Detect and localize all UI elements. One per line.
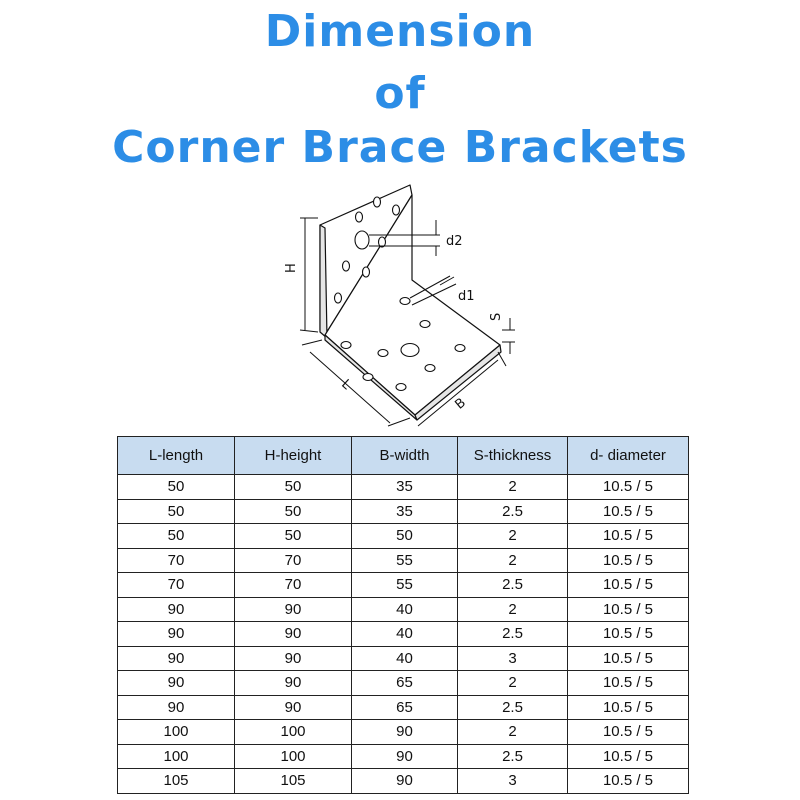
table-cell: 65: [352, 695, 458, 720]
table-row: [118, 744, 689, 769]
table-cell: 10.5 / 5: [568, 769, 689, 794]
table-cell: 2.5: [458, 573, 568, 598]
label-b: B: [452, 395, 469, 413]
dimension-table: [117, 436, 689, 794]
table-cell: 50: [118, 524, 235, 549]
table-row: [118, 646, 689, 671]
table-body: [118, 475, 689, 794]
table-cell: 2: [458, 597, 568, 622]
table-cell: 3: [458, 646, 568, 671]
table-cell: 70: [118, 548, 235, 573]
table-cell: 90: [235, 671, 352, 696]
table-cell: 2.5: [458, 622, 568, 647]
header-s-thickness: S-thickness: [458, 437, 568, 475]
label-h: H: [284, 263, 299, 273]
table-cell: 2.5: [458, 695, 568, 720]
label-d1: d1: [458, 289, 475, 304]
header-h-height: H-height: [235, 437, 352, 475]
table-cell: 90: [352, 720, 458, 745]
table-row: [118, 720, 689, 745]
table-cell: 2: [458, 524, 568, 549]
table-cell: 90: [118, 695, 235, 720]
label-d2: d2: [446, 234, 463, 249]
table-cell: 10.5 / 5: [568, 573, 689, 598]
table-cell: 90: [118, 622, 235, 647]
table-cell: 100: [118, 720, 235, 745]
table-row: [118, 573, 689, 598]
title-line-1: Dimension: [264, 6, 536, 57]
table-cell: 90: [118, 646, 235, 671]
table-cell: 100: [235, 744, 352, 769]
title-line-3: Corner Brace Brackets: [112, 122, 688, 173]
header-d-diameter: d- diameter: [568, 437, 689, 475]
table-cell: 90: [235, 597, 352, 622]
table-cell: 10.5 / 5: [568, 499, 689, 524]
table-cell: 10.5 / 5: [568, 622, 689, 647]
table-cell: 105: [118, 769, 235, 794]
table-cell: 10.5 / 5: [568, 597, 689, 622]
table-cell: 10.5 / 5: [568, 475, 689, 500]
table-cell: 50: [235, 499, 352, 524]
table-cell: 10.5 / 5: [568, 524, 689, 549]
table-row: [118, 597, 689, 622]
table-cell: 3: [458, 769, 568, 794]
table-cell: 50: [118, 499, 235, 524]
table-row: [118, 695, 689, 720]
header-row: [118, 437, 689, 475]
table-cell: 10.5 / 5: [568, 695, 689, 720]
table-cell: 2.5: [458, 744, 568, 769]
table-cell: 105: [235, 769, 352, 794]
table-cell: 35: [352, 499, 458, 524]
bracket-diagram: [270, 180, 540, 430]
table-row: [118, 499, 689, 524]
table-cell: 10.5 / 5: [568, 671, 689, 696]
table-header: [118, 437, 689, 475]
table-cell: 2: [458, 671, 568, 696]
label-s: S: [489, 312, 504, 321]
table-cell: 65: [352, 671, 458, 696]
table-cell: 10.5 / 5: [568, 646, 689, 671]
table-cell: 40: [352, 597, 458, 622]
table-cell: 55: [352, 548, 458, 573]
table-row: [118, 622, 689, 647]
label-l: L: [338, 376, 354, 393]
table-cell: 10.5 / 5: [568, 548, 689, 573]
table-row: [118, 671, 689, 696]
table-cell: 90: [118, 671, 235, 696]
table-cell: 70: [118, 573, 235, 598]
table-cell: 90: [352, 769, 458, 794]
table-cell: 40: [352, 622, 458, 647]
table-cell: 50: [118, 475, 235, 500]
table-cell: 10.5 / 5: [568, 720, 689, 745]
table-cell: 50: [235, 524, 352, 549]
table-row: [118, 548, 689, 573]
table-cell: 90: [352, 744, 458, 769]
table-cell: 50: [235, 475, 352, 500]
table-cell: 10.5 / 5: [568, 744, 689, 769]
table-cell: 70: [235, 573, 352, 598]
table-cell: 90: [235, 646, 352, 671]
header-b-width: B-width: [352, 437, 458, 475]
table-row: [118, 475, 689, 500]
table-cell: 50: [352, 524, 458, 549]
table-row: [118, 769, 689, 794]
table-cell: 40: [352, 646, 458, 671]
header-l-length: L-length: [118, 437, 235, 475]
table-cell: 100: [118, 744, 235, 769]
table-cell: 55: [352, 573, 458, 598]
table-cell: 2: [458, 720, 568, 745]
bracket-drawing: [270, 180, 540, 430]
table-cell: 100: [235, 720, 352, 745]
table-cell: 35: [352, 475, 458, 500]
table-cell: 2: [458, 548, 568, 573]
table-cell: 90: [235, 622, 352, 647]
table-cell: 2: [458, 475, 568, 500]
table-cell: 2.5: [458, 499, 568, 524]
table-row: [118, 524, 689, 549]
title-line-2: of: [374, 68, 426, 119]
table-cell: 90: [118, 597, 235, 622]
table-cell: 90: [235, 695, 352, 720]
table-cell: 70: [235, 548, 352, 573]
